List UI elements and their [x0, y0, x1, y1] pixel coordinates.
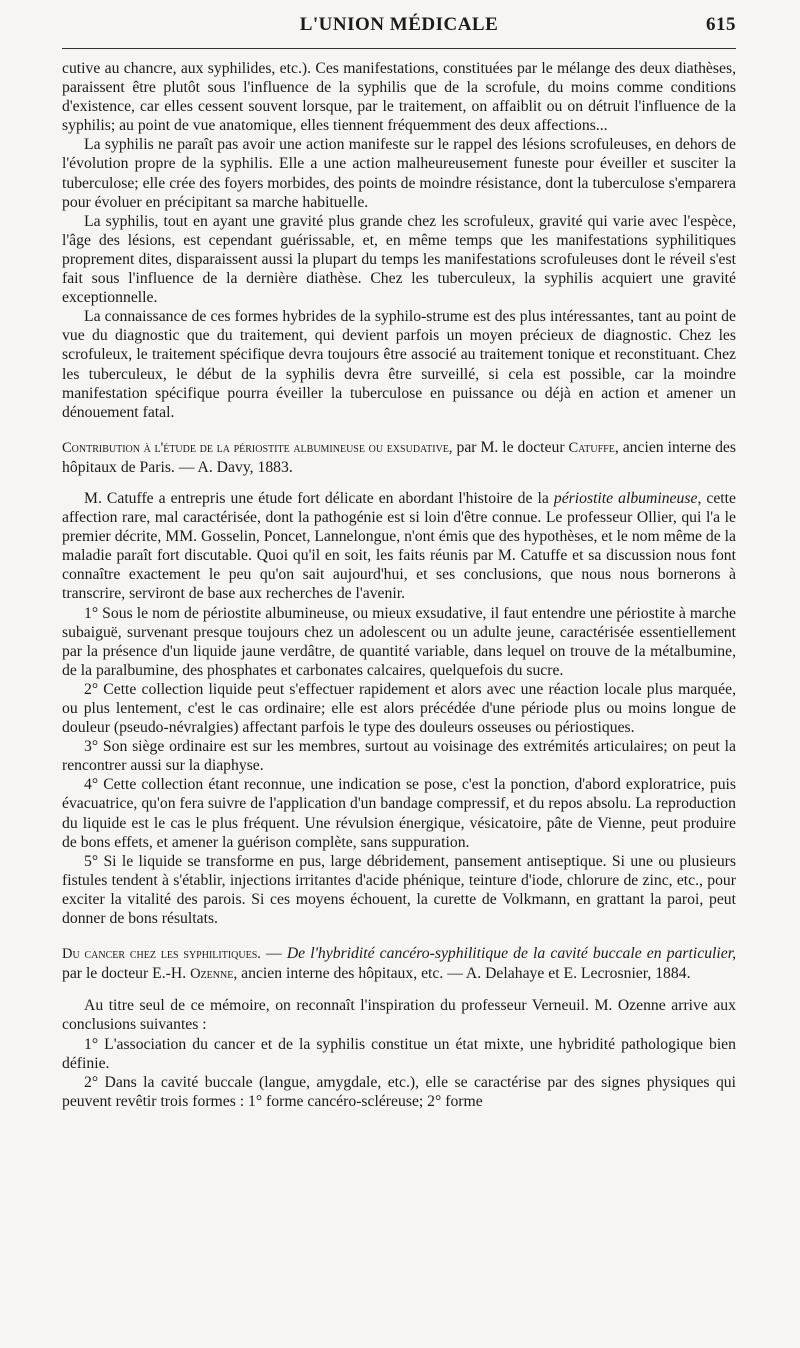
section-syphilis-scrofula	[62, 59, 736, 422]
emphasis-term: périostite albumineuse	[553, 489, 698, 507]
conclusion-item: 4° Cette collection étant reconnue, une indication se pose, c'est la ponction, d'abord exploratrice, puis évacuatrice, qu'on fera suivre de l'application d'un bandage compressif, et du repos absolu. La reproduction du liquide est le cas le plus fréquent. Une révulsion énergique, vésicatoire, pâte de Vienne, peut produire de bons effets, et amener la guérison complète, sans suppuration.	[62, 776, 736, 851]
conclusion-item: 5° Si le liquide se transforme en pus, large débridement, pansement antiseptique. Si une ou plusieurs fistules tendent à s'établir, injections irritantes d'acide phénique, teinture d'iode, chlorure de zinc, etc., pour exciter la vitalité des parois. Si ces moyens échouent, la curette de Volkmann, en grattant la paroi, peut donner de bons résultats.	[62, 852, 736, 928]
paragraph-text: M. Catuffe a entrepris une étude fort délicate en abordant l'histoire de la	[84, 489, 554, 507]
entry-title: Contribution à l'étude de la périostite albumineuse ou exsudative,	[62, 439, 453, 456]
conclusion-item: 1° Sous le nom de périostite albumineuse, ou mieux exsudative, il faut entendre une périostite à marche subaiguë, survenant presque toujours chez un adolescent ou un adulte jeune, caractérisée essentiellement par la présence d'un liquide jaune verdâtre, de quantité variable, dans lequel on trouve de la métalbumine, de la paralbumine, des phosphates et carbonates calcaires, quelquefois du sucre.	[62, 604, 736, 679]
entry-publisher: , ancien interne des hôpitaux, etc. — A. Delahaye et E. Lecrosnier, 1884.	[233, 965, 691, 983]
conclusion-item: 2° Cette collection liquide peut s'effectuer rapidement et alors avec une réaction locale plus marquée, ou plus lentement, c'est le cas ordinaire; elle est alors précédée d'une période plus ou moins longue de douleur (pseudo-névralgies) affectant parfois le type des douleurs osseuses ou périostiques.	[62, 680, 736, 737]
conclusion-item: 1° L'association du cancer et de la syphilis constitue un état mixte, une hybridité pathologique bien définie.	[62, 1035, 736, 1072]
paragraph-text: , cette affection rare, mal caractérisée, dont la pathogénie est si loin d'être connue. Le professeur Ollier, qui l'a le premier décrite, MM. Gosselin, Poncet, Lannelongue, n'ont émis que des hypothèses, et le nom même de la maladie paraît fort discutable. Quoi qu'il en soit, les faits réunis par M. Catuffe et sa discussion nous font connaître exactement le peu qu'on sait aujourd'hui, et ses conclusions, que nous nous bornerons à transcrire, serviront de base aux recherches de l'avenir.	[62, 489, 736, 603]
running-header	[62, 14, 736, 42]
entry-subtitle: De l'hybridité cancéro-syphilitique de la cavité buccale en particulier,	[286, 945, 737, 963]
conclusion-item: 3° Son siège ordinaire est sur les membres, surtout au voisinage des extrémités articulaires; on peut la rencontrer aussi sur la diaphyse.	[62, 738, 736, 775]
bibliographic-entry-catuffe	[62, 438, 736, 477]
paragraph: La syphilis ne paraît pas avoir une action manifeste sur le rappel des lésions scrofuleuses, en dehors de l'évolution propre de la syphilis. Elle a une action malheureusement funeste pour éveiller et susciter la tuberculose; elle crée des foyers morbides, des points de moindre résistance, dont la tuberculose s'emparera pour évoluer en précipitant sa marche habituelle.	[62, 136, 736, 211]
paragraph: La connaissance de ces formes hybrides de la syphilo-strume est des plus intéressantes, tant au point de vue du diagnostic que du traitement, qui devient parfois un moyen précieux de diagnostic. Chez les scrofuleux, le traitement spécifique devra toujours être associé au traitement tonique et reconstituant. Chez les tuberculeux, le début de la syphilis devra être surveillé, si cela est possible, car la moindre manifestation spécifique pourra éveiller la tuberculose en puissance ou déjà en action et amener un dénouement fatal.	[62, 308, 736, 421]
entry-byline: par le docteur E.-H.	[62, 965, 191, 983]
entry-author: Catuffe	[568, 439, 615, 456]
page-number: 615	[706, 14, 736, 35]
entry-author: Ozenne	[190, 966, 234, 983]
conclusion-item: 2° Dans la cavité buccale (langue, amygdale, etc.), elle se caractérise par des signes physiques qui peuvent revêtir trois formes : 1° forme cancéro-scléreuse; 2° forme	[62, 1073, 736, 1110]
paragraph: cutive au chancre, aux syphilides, etc.). Ces manifestations, constituées par le mélange des deux diathèses, paraissent être plutôt sous l'influence de la syphilis que de la scrofule, du moins comme conditions d'existence, car elles cessent souvent lorsque, par le traitement, on affaiblit ou on détruit l'influence de la syphilis; au point de vue anatomique, elles tiennent fréquemment des deux affections...	[62, 60, 736, 135]
journal-title: L'UNION MÉDICALE	[299, 14, 499, 35]
entry-title: Du cancer chez les syphilitiques.	[62, 946, 261, 963]
entry-dash: —	[260, 945, 287, 963]
bibliographic-entry-ozenne	[62, 944, 736, 984]
entry-publisher: , ancien interne des hôpitaux de Paris. — A. Davy, 1883.	[62, 438, 736, 476]
section-periostite	[62, 489, 736, 928]
paragraph: La syphilis, tout en ayant une gravité plus grande chez les scrofuleux, gravité qui varie avec l'espèce, l'âge des lésions, est cependant guérissable, et, en même temps que les manifestations syphilitiques proprement dites, disparaissent aussi la plupart du temps les manifestations scrofuleuses dont le réveil s'est fait sous l'influence de la dernière diathèse. Chez les tuberculeux, la syphilis acquiert une gravité exceptionnelle.	[62, 212, 736, 307]
paragraph: Au titre seul de ce mémoire, on reconnaît l'inspiration du professeur Verneuil. M. Ozenne arrive aux conclusions suivantes :	[62, 997, 736, 1034]
paragraph	[62, 489, 736, 604]
section-cancer-syphilis	[62, 996, 736, 1111]
header-rule	[62, 48, 736, 49]
entry-byline: par M. le docteur	[452, 438, 569, 456]
